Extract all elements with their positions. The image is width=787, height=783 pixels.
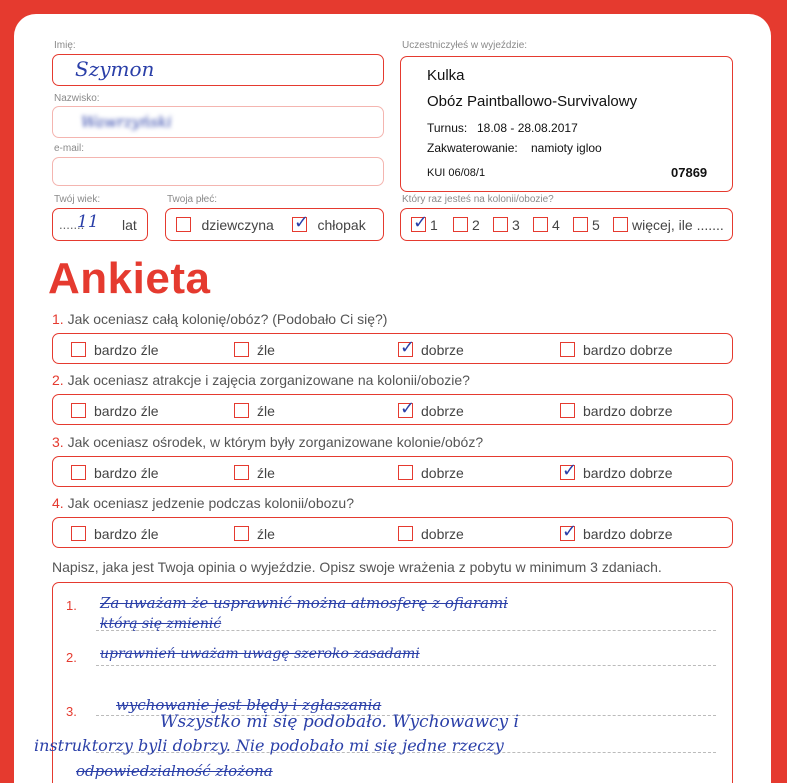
answer-option[interactable]: [398, 341, 464, 359]
answer-row-1: [52, 333, 733, 364]
accommodation-value: namioty igloo: [531, 141, 602, 155]
checkbox-checked[interactable]: [411, 217, 426, 232]
answer-option[interactable]: [398, 402, 464, 420]
option-label: bardzo źle: [94, 402, 159, 419]
trip-name: Kulka: [427, 67, 465, 84]
survey-sheet: [14, 14, 771, 783]
checkbox[interactable]: [560, 403, 575, 418]
times-option-1[interactable]: [411, 216, 438, 234]
answer-extra3: odpowiedzialność złożona: [76, 762, 273, 780]
checkbox[interactable]: [234, 403, 249, 418]
checkbox[interactable]: [234, 526, 249, 541]
answer-extra1: Wszystko mi się podobało. Wychowawcy i: [160, 712, 519, 732]
option-label: bardzo źle: [94, 464, 159, 481]
answer-line1: Za uważam że usprawnić można atmosferę z ofiarami: [100, 594, 508, 612]
answer-option[interactable]: [234, 464, 275, 482]
email-label: e-mail:: [54, 143, 85, 154]
option-label: źle: [257, 464, 275, 481]
checkbox[interactable]: [71, 342, 86, 357]
question-1: [52, 311, 387, 327]
times-option-2[interactable]: [453, 216, 480, 234]
turnus-label: Turnus:: [427, 121, 468, 135]
answer-option[interactable]: [71, 525, 159, 543]
trip-card: [400, 56, 733, 192]
answer-option[interactable]: [560, 341, 673, 359]
answer-option[interactable]: [560, 464, 673, 482]
surname-value: Wawrzyński: [81, 113, 172, 131]
checkbox[interactable]: [71, 465, 86, 480]
checkbox-checked[interactable]: [292, 217, 307, 232]
gender-label: Twoja płeć:: [167, 194, 218, 205]
answer-option[interactable]: [560, 525, 673, 543]
option-label: źle: [257, 402, 275, 419]
trip-code: KUI 06/08/1: [427, 167, 486, 179]
option-label: bardzo dobrze: [583, 525, 673, 542]
option-label: chłopak: [317, 216, 366, 233]
answer-extra2: instruktorzy byli dobrzy. Nie podobało mi się jedne rzeczy: [34, 736, 504, 755]
checkbox[interactable]: [176, 217, 191, 232]
gender-option-boy[interactable]: [292, 216, 366, 234]
answer-option[interactable]: [398, 464, 464, 482]
question-number: 3.: [52, 434, 64, 450]
checkbox-checked[interactable]: [398, 403, 413, 418]
option-label: 4: [552, 216, 560, 233]
trip-camp: Obóz Paintballowo-Survivalowy: [427, 93, 638, 110]
option-label: bardzo źle: [94, 525, 159, 542]
question-number: 4.: [52, 495, 64, 511]
name-value: Szymon: [75, 57, 155, 81]
option-label: 2: [472, 216, 480, 233]
checkbox[interactable]: [560, 342, 575, 357]
age-value: 11: [77, 212, 99, 232]
name-label: Imię:: [54, 40, 76, 51]
answer-row-2: [52, 394, 733, 425]
checkbox[interactable]: [398, 526, 413, 541]
answer-option[interactable]: [234, 341, 275, 359]
answer-row-3: [52, 456, 733, 487]
option-label: bardzo dobrze: [583, 341, 673, 358]
surname-field[interactable]: [52, 106, 384, 138]
checkbox-checked[interactable]: [560, 465, 575, 480]
option-label: dziewczyna: [201, 216, 274, 233]
answer-line2: uprawnień uważam uwagę szeroko zasadami: [100, 646, 420, 662]
checkbox[interactable]: [71, 526, 86, 541]
survey-title: Ankieta: [48, 254, 211, 303]
gender-field: [165, 208, 384, 241]
times-field: [400, 208, 733, 241]
checkbox[interactable]: [453, 217, 468, 232]
age-suffix: lat: [122, 217, 137, 233]
option-label: 5: [592, 216, 600, 233]
surname-label: Nazwisko:: [54, 93, 100, 104]
times-option-5[interactable]: [573, 216, 600, 234]
answer-option[interactable]: [234, 402, 275, 420]
answer-option[interactable]: [71, 341, 159, 359]
option-label: dobrze: [421, 402, 464, 419]
option-label: źle: [257, 341, 275, 358]
question-4: [52, 495, 354, 511]
answer-row-4: [52, 517, 733, 548]
line-number: 1.: [66, 598, 77, 613]
times-option-more[interactable]: [613, 216, 724, 234]
question-2: [52, 372, 470, 388]
question-text: Jak oceniasz jedzenie podczas kolonii/obozu?: [67, 495, 354, 511]
question-number: 1.: [52, 311, 64, 327]
option-label: bardzo źle: [94, 341, 159, 358]
option-label: dobrze: [421, 341, 464, 358]
name-field[interactable]: [52, 54, 384, 86]
answer-option[interactable]: [71, 464, 159, 482]
email-field[interactable]: [52, 157, 384, 186]
checkbox-checked[interactable]: [398, 342, 413, 357]
gender-option-girl[interactable]: [176, 216, 274, 234]
checkbox[interactable]: [234, 465, 249, 480]
checkbox[interactable]: [398, 465, 413, 480]
trip-number: 07869: [671, 165, 708, 180]
age-label: Twój wiek:: [54, 194, 101, 205]
option-label: bardzo dobrze: [583, 464, 673, 481]
answer-option[interactable]: [398, 525, 464, 543]
question-3: [52, 434, 483, 450]
option-label: więcej, ile .......: [632, 216, 724, 233]
checkbox[interactable]: [533, 217, 548, 232]
option-label: dobrze: [421, 525, 464, 542]
age-field[interactable]: [52, 208, 148, 241]
question-text: Jak oceniasz całą kolonię/obóz? (Podobało Ci się?): [67, 311, 388, 327]
question-number: 2.: [52, 372, 64, 388]
checkbox[interactable]: [573, 217, 588, 232]
answer-line3: wychowanie jest błędy i zgłaszania: [116, 696, 382, 714]
opinion-prompt: Napisz, jaka jest Twoja opinia o wyjeździe. Opisz swoje wrażenia z pobytu w minimum 3 zdaniach.: [52, 559, 662, 575]
checkbox[interactable]: [493, 217, 508, 232]
times-option-4[interactable]: [533, 216, 560, 234]
turnus-value: 18.08 - 28.08.2017: [477, 121, 578, 135]
answer-option[interactable]: [234, 525, 275, 543]
accommodation-label: Zakwaterowanie:: [427, 141, 518, 155]
option-label: 1: [430, 216, 438, 233]
question-text: Jak oceniasz ośrodek, w którym były zorganizowane kolonie/obóz?: [67, 434, 484, 450]
option-label: bardzo dobrze: [583, 402, 673, 419]
option-label: dobrze: [421, 464, 464, 481]
option-label: źle: [257, 525, 275, 542]
question-text: Jak oceniasz atrakcje i zajęcia zorganizowane na kolonii/obozie?: [67, 372, 470, 388]
checkbox[interactable]: [234, 342, 249, 357]
checkbox-checked[interactable]: [560, 526, 575, 541]
line-number: 2.: [66, 650, 77, 665]
answer-option[interactable]: [71, 402, 159, 420]
times-option-3[interactable]: [493, 216, 520, 234]
trip-label: Uczestniczyłeś w wyjeździe:: [402, 40, 528, 51]
age-dots: .......: [59, 217, 85, 232]
times-label: Który raz jesteś na kolonii/obozie?: [402, 194, 554, 205]
line-number: 3.: [66, 704, 77, 719]
answer-line1b: którą się zmienić: [100, 616, 222, 632]
checkbox[interactable]: [71, 403, 86, 418]
answer-line: [96, 665, 716, 666]
answer-option[interactable]: [560, 402, 673, 420]
checkbox[interactable]: [613, 217, 628, 232]
option-label: 3: [512, 216, 520, 233]
